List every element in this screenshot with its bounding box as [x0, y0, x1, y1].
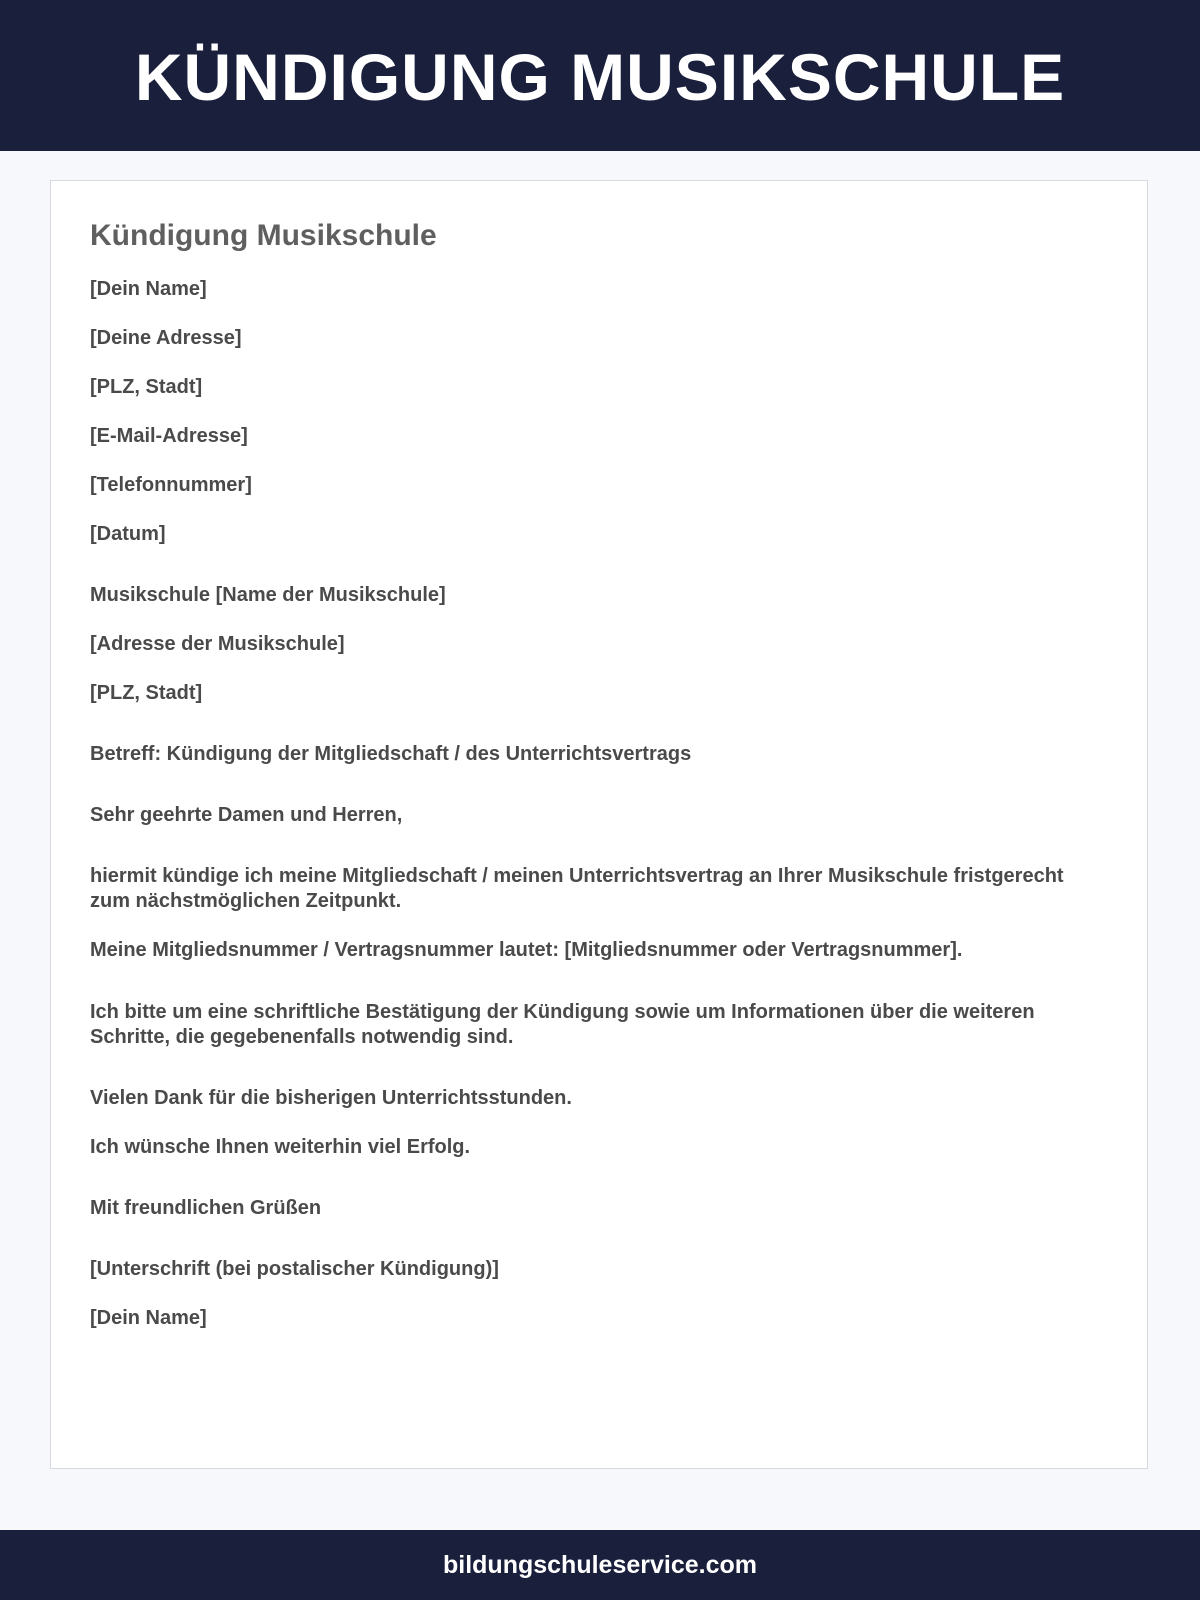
body-paragraph: Vielen Dank für die bisherigen Unterrichtsstunden. — [90, 1087, 572, 1109]
body-paragraph: Meine Mitgliedsnummer / Vertragsnummer lautet: [Mitgliedsnummer oder Vertragsnummer]. — [90, 939, 963, 961]
page-footer — [0, 1530, 1200, 1600]
recipient-address: [Adresse der Musikschule] — [90, 633, 345, 655]
sender-email: [E-Mail-Adresse] — [90, 425, 248, 447]
signature-name: [Dein Name] — [90, 1307, 207, 1329]
page-header — [0, 0, 1200, 151]
sender-address: [Deine Adresse] — [90, 327, 242, 349]
letter-salutation: Sehr geehrte Damen und Herren, — [90, 804, 403, 826]
page-title: KÜNDIGUNG MUSIKSCHULE — [134, 39, 1066, 114]
recipient-city: [PLZ, Stadt] — [90, 682, 203, 704]
body-paragraph: Ich bitte um eine schriftliche Bestätigung der Kündigung sowie um Informationen über die weiteren Schritte, die gegebenenfalls notwendig sind. — [90, 1001, 1035, 1048]
letter-closing: Mit freundlichen Grüßen — [90, 1197, 322, 1219]
letter-card — [50, 180, 1148, 1469]
sender-name: [Dein Name] — [90, 278, 207, 300]
sender-city: [PLZ, Stadt] — [90, 376, 203, 398]
letter-signature: [Unterschrift (bei postalischer Kündigung)] — [90, 1258, 499, 1280]
sender-phone: [Telefonnummer] — [90, 474, 252, 496]
letter-date: [Datum] — [90, 523, 166, 545]
body-paragraph: Ich wünsche Ihnen weiterhin viel Erfolg. — [90, 1136, 471, 1158]
letter-title: Kündigung Musikschule — [90, 219, 437, 252]
footer-site-link[interactable]: bildungschuleservice.com — [443, 1550, 757, 1579]
body-paragraph: hiermit kündige ich meine Mitgliedschaft / meinen Unterrichtsvertrag an Ihrer Musikschule fristgerecht zum nächstmöglichen Zeitpunkt. — [90, 865, 1064, 912]
recipient-name: Musikschule [Name der Musikschule] — [90, 584, 446, 606]
letter-subject: Betreff: Kündigung der Mitgliedschaft / des Unterrichtsvertrags — [90, 743, 692, 765]
